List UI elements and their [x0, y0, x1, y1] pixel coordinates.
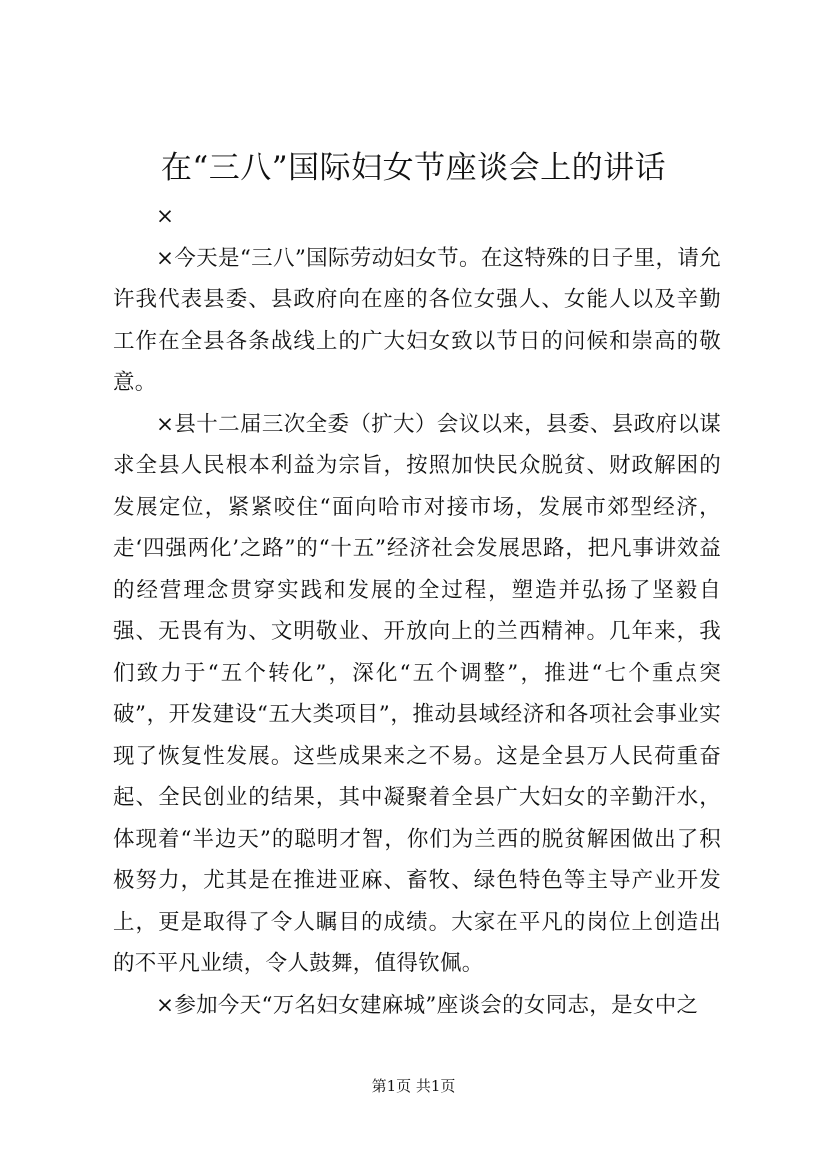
paragraph-salutation: × — [156, 204, 175, 229]
paragraph-greeting: ×今天是“三八”国际劳动妇女节。在这特殊的日子里，请允许我代表县委、县政府向在座的各位女强人、女能人以及辛勤工作在全县各条战线上的广大妇女致以节日的问候和崇高的敬意。 — [113, 245, 721, 395]
paragraph-participants: ×参加今天“万名妇女建麻城”座谈会的女同志，是女中之 — [156, 992, 699, 1018]
document-title: 在“三八”国际妇女节座谈会上的讲话 — [160, 150, 667, 186]
document-body — [113, 196, 721, 1026]
page-footer: 第1页 共1页 — [371, 1077, 456, 1095]
paragraph-achievements: ×县十二届三次全委（扩大）会议以来，县委、县政府以谋求全县人民根本利益为宗旨，按照加快民众脱贫、财政解困的发展定位，紧紧咬住“面向哈市对接市场，发展市郊型经济，走‘四强两化’之路”的“十五”经济社会发展思路，把凡事讲效益的经营理念贯穿实践和发展的全过程，塑造并弘扬了坚毅自强、无畏有为、文明敬业、开放向上的兰西精神。几年来，我们致力于“五个转化”，深化“五个调整”，推进“七个重点突破”，开发建设“五大类项目”，推动县域经济和各项社会事业实现了恢复性发展。这些成果来之不易。这是全县万人民荷重奋起、全民创业的结果，其中凝聚着全县广大妇女的辛勤汗水，体现着“半边天”的聪明才智，你们为兰西的脱贫解困做出了积极努力，尤其是在推进亚麻、畜牧、绿色特色等主导产业开发上，更是取得了令人瞩目的成绩。大家在平凡的岗位上创造出的不平凡业绩，令人鼓舞，值得钦佩。 — [113, 411, 721, 976]
